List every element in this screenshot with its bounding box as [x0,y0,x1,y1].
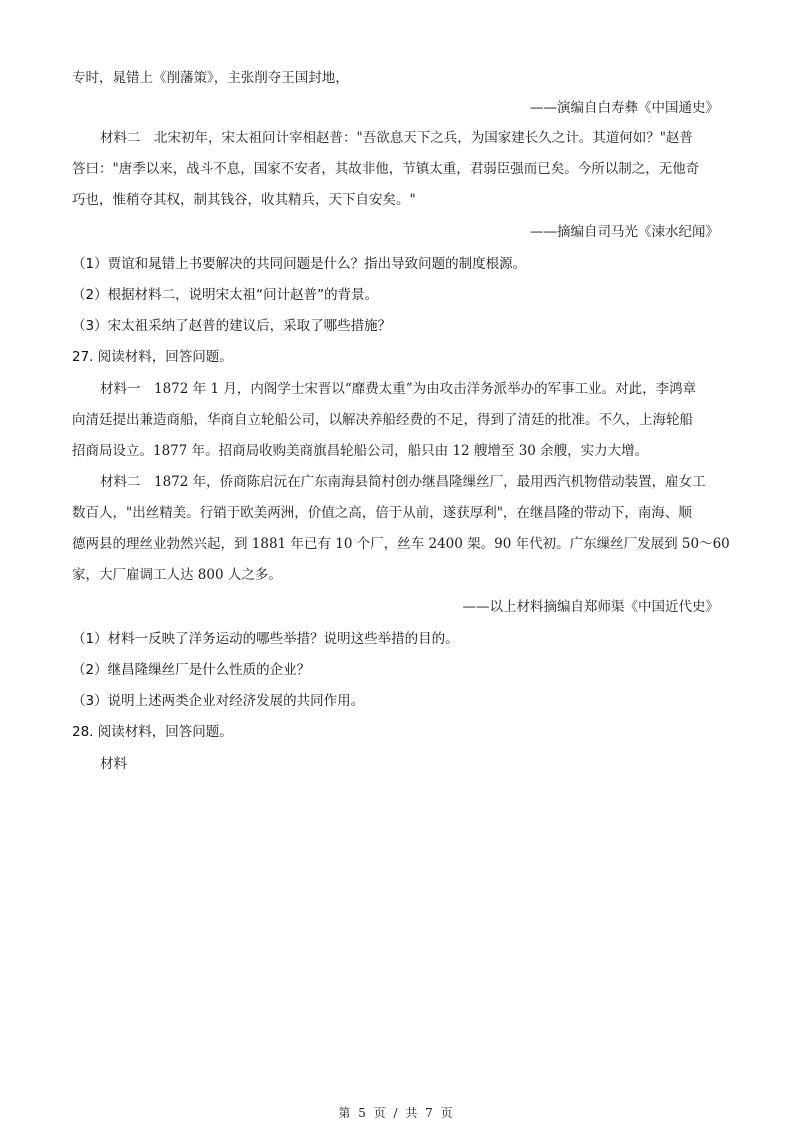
q27-material2-line: 德两县的理丝业勃然兴起，到 1881 年已有 10 个厂，丝车 2400 架。90 年代初。广东缫丝厂发展到 50～60 [72,536,730,552]
q28-heading: 28. 阅读材料，回答问题。 [72,724,233,740]
q26-question-3: （3）宋太祖采纳了赵普的建议后，采取了哪些措施？ [72,318,392,334]
q27-source: ——以上材料摘编自郑师渠《中国近代史》 [462,599,719,615]
q26-source-2: ——摘编自司马光《涑水纪闻》 [530,224,719,240]
q26-material2-line: 答曰："唐季以来，战斗不息，国家不安者，其故非他，节镇太重，君弱臣强而已矣。今所以制之，无他奇 [72,161,700,177]
q26-material2-line: 巧也，惟稍夺其权，制其钱谷，收其精兵，天下自安矣。" [72,192,416,208]
q26-source-1: ——演编自白寿彝《中国通史》 [530,100,719,116]
q27-question-3: （3）说明上述两类企业对经济发展的共同作用。 [72,693,365,709]
q27-material2-line: 材料二 1872 年，侨商陈启沅在广东南海县简村创办继昌隆缫丝厂，最用西汽机物借动装置，雇女工 [100,474,706,490]
q27-question-1: （1）材料一反映了洋务运动的哪些举措？说明这些举措的目的。 [72,631,459,647]
q28-material-label: 材料 [100,756,127,772]
page-number: 第 5 页 / 共 7 页 [338,1106,455,1120]
q26-question-2: （2）根据材料二，说明宋太祖“问计赵普”的背景。 [72,287,379,303]
q27-material1-line: 招商局设立。1877 年。招商局收购美商旗昌轮船公司，船只由 12 艘增至 30 余艘，实力大增。 [72,443,649,459]
q27-material2-line: 家，大厂雇调工人达 800 人之多。 [72,567,282,583]
q26-continuation-line: 专时，晁错上《削藩策》，主张削夺王国封地， [72,70,349,86]
q27-question-2: （2）继昌隆缫丝厂是什么性质的企业？ [72,662,311,678]
q27-material1-line: 向清廷提出兼造商船，华商自立轮船公司，以解决养船经费的不足，得到了清廷的批准。不久，上海轮船 [72,412,693,428]
q27-material2-line: 数百人，"出丝精美。行销于欧美两洲，价值之高，倍于从前，遂获厚利"，在继昌隆的带动下，南海、顺 [72,505,692,521]
q26-material2-line: 材料二 北宋初年，宋太祖问计宰相赵普："吾欲息天下之兵，为国家建长久之计。其道何如？"赵普 [100,130,693,146]
q26-question-1: （1）贾谊和晁错上书要解决的共同问题是什么？指出导致问题的制度根源。 [72,256,527,272]
q27-heading: 27. 阅读材料，回答问题。 [72,349,233,365]
q27-material1-line: 材料一 1872 年 1 月，内阁学士宋晋以“靡费太重”为由攻击洋务派举办的军事工业。对此，李鸿章 [100,381,697,397]
